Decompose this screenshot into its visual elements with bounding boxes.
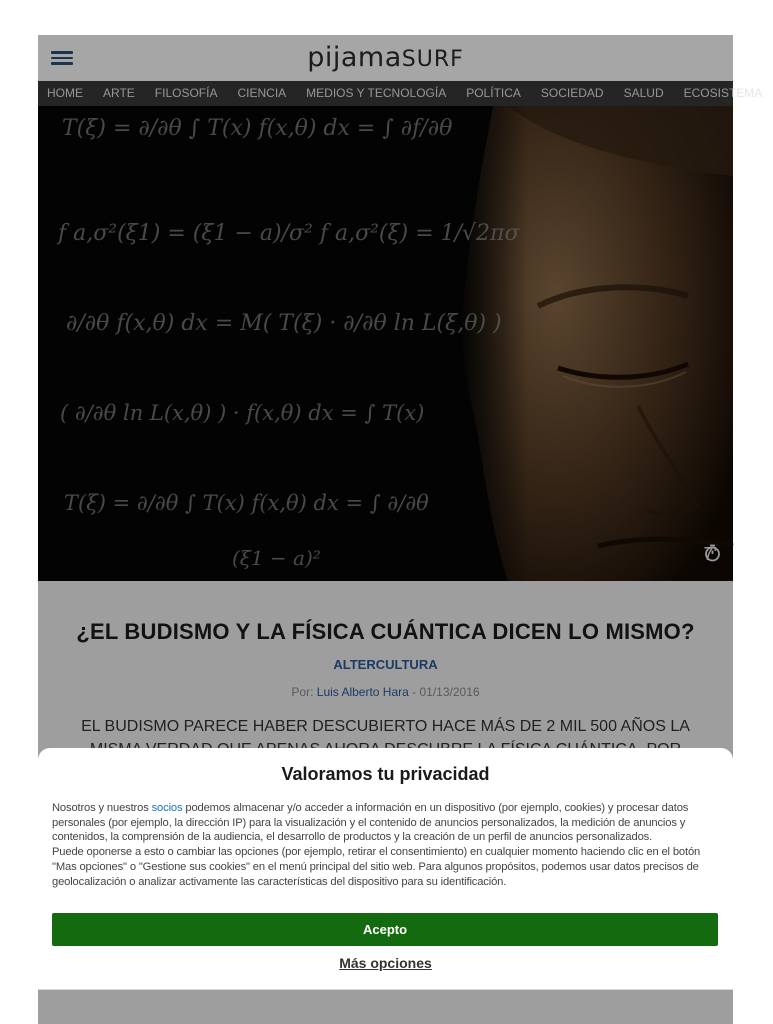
formula-line: ( ∂/∂θ ln L(x,θ) ) · f(x,θ) dx = ∫ T(x): [60, 401, 425, 425]
divider: [38, 989, 733, 990]
nav-item-salud[interactable]: SALUD: [623, 86, 664, 100]
more-options-link[interactable]: Más opciones: [339, 955, 432, 971]
read-time-value: 7': [703, 544, 717, 564]
consent-text: [52, 801, 719, 889]
nav-item-arte[interactable]: ARTE: [103, 86, 135, 100]
article-title: ¿EL BUDISMO Y LA FÍSICA CUÁNTICA DICEN LO MISMO?: [76, 619, 695, 644]
formula-line: f a,σ²(ξ1) = (ξ1 − a)/σ² f a,σ²(ξ) = 1/√2πσ: [58, 221, 520, 246]
partners-link[interactable]: socios: [151, 802, 183, 814]
consent-text-paragraph: Puede oponerse a esto o cambiar las opciones (por ejemplo, retirar el consentimiento) en cualquier momento haciendo clic en el botón "Mas opciones" o "Gestione sus cookies" en el menú principal del sitio web. Para algunos propósitos, podemos usar datos precisos de geolocalización o analizar activamente las características del dispositivo para su identificación.: [52, 846, 701, 888]
nav-item-home[interactable]: HOME: [47, 86, 83, 100]
accept-button[interactable]: Acepto: [52, 913, 718, 946]
author-link[interactable]: Luis Alberto Hara: [316, 685, 409, 699]
logo-part1: pijama: [307, 42, 402, 73]
summary-line: EL BUDISMO PARECE HABER DESCUBIERTO HACE MÁS DE 2 MIL 500 AÑOS LA: [81, 718, 690, 735]
nav-item-politica[interactable]: POLÍTICA: [466, 86, 521, 100]
nav-item-ecosistema[interactable]: ECOSISTEMA: [683, 86, 763, 100]
consent-title: Valoramos tu privacidad: [281, 764, 490, 784]
byline-prefix: Por:: [291, 685, 317, 699]
formula-line: T(ξ) = ∂/∂θ ∫ T(x) f(x,θ) dx = ∫ ∂/∂θ: [64, 491, 429, 515]
nav-item-ciencia[interactable]: CIENCIA: [237, 86, 287, 100]
article-category-link[interactable]: ALTERCULTURA: [333, 657, 438, 672]
privacy-consent-dialog: [38, 748, 733, 990]
consent-text-part: Nosotros y nuestros: [52, 802, 152, 814]
article-date: - 01/13/2016: [408, 685, 480, 699]
formula-line: ∂/∂θ f(x,θ) dx = M( T(ξ) · ∂/∂θ ln L(ξ,θ) ): [66, 311, 502, 336]
nav-item-filosofia[interactable]: FILOSOFÍA: [154, 86, 218, 100]
formula-line: (ξ1 − a)²: [232, 546, 321, 570]
logo-part2: SURF: [401, 47, 464, 72]
nav-item-medios-tecnologia[interactable]: MEDIOS Y TECNOLOGÍA: [306, 86, 447, 100]
nav-item-sociedad[interactable]: SOCIEDAD: [540, 86, 604, 100]
consent-text-part: podemos almacenar y/o acceder a información en un dispositivo (por ejemplo, cookies) y procesar datos personales (por ejemplo, la dirección IP) para la visualización y el contenido de anuncios personalizados, la medición de anuncios y contenidos, la comprensión de la audiencia, el desarrollo de productos y la creación de un perfil de anuncios personalizados.: [52, 802, 689, 844]
formula-line: T(ξ) = ∂/∂θ ∫ T(x) f(x,θ) dx = ∫ ∂f/∂θ: [62, 116, 453, 141]
